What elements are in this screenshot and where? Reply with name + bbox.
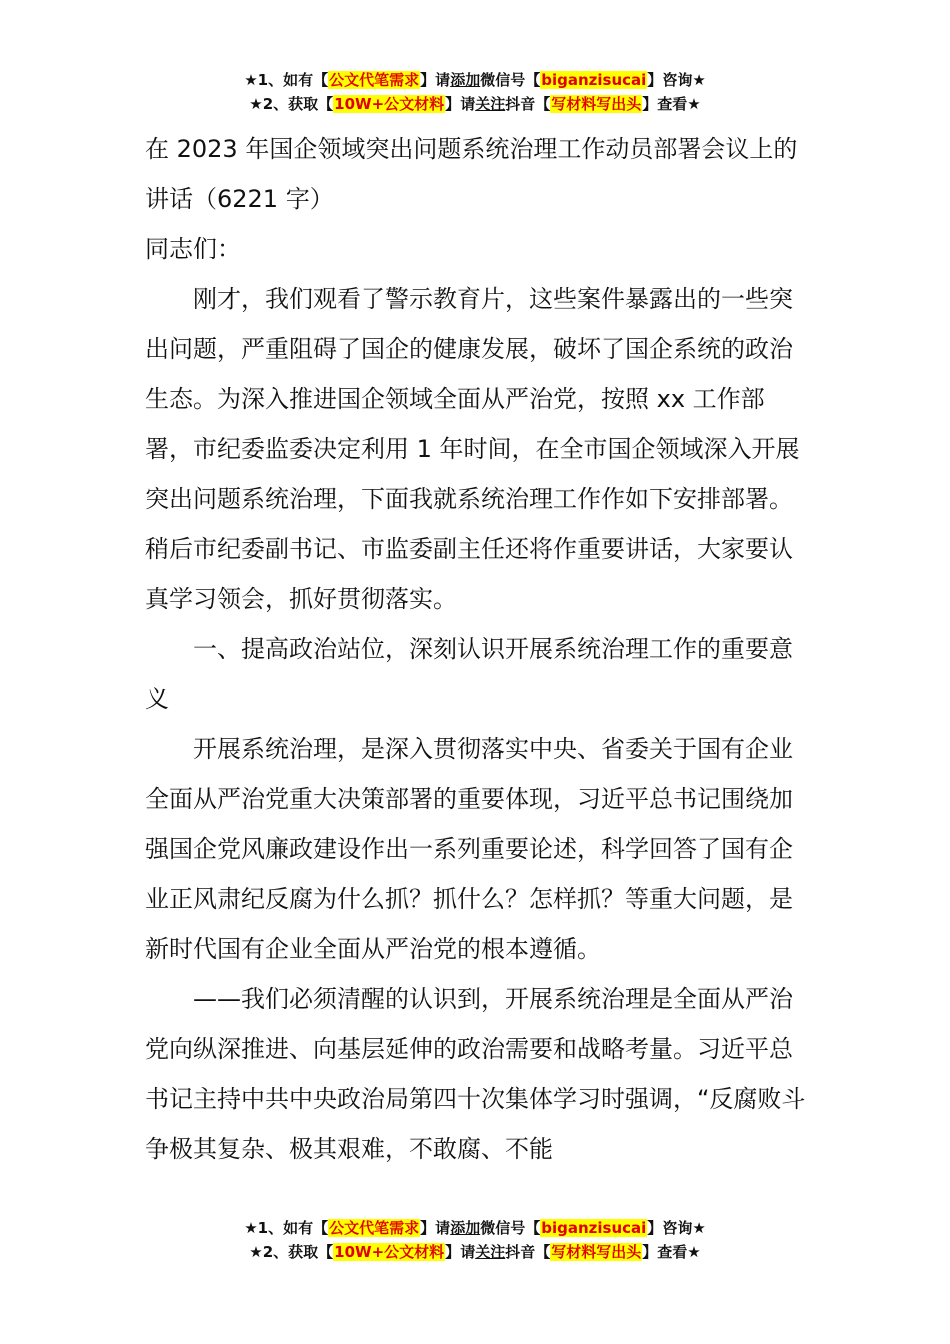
bottom-banner <box>0 1216 950 1264</box>
banner-text: 查看★ <box>657 1243 701 1261</box>
banner-line-2 <box>0 1240 950 1264</box>
banner-underlined-text: 关注 <box>475 1243 506 1261</box>
banner-underlined-text: 添加 <box>450 71 481 89</box>
bracket: 】 <box>647 1219 663 1237</box>
bracket: 【 <box>318 95 334 113</box>
bracket: 【 <box>318 1243 334 1261</box>
banner-text: 微信号 <box>480 1219 526 1237</box>
banner-text: ★2、获取 <box>249 1243 319 1261</box>
highlight-account: 写材料写出头 <box>551 1243 642 1261</box>
paragraph-significance: 开展系统治理，是深入贯彻落实中央、省委关于国有企业全面从严治党重大决策部署的重要体现，习近平总书记围绕加强国企党风廉政建设作出一系列重要论述，科学回答了国有企业正风肃纪反腐为什么抓？抓什么？怎样抓？等重大问题，是新时代国有企业全面从严治党的根本遵循。 <box>145 735 793 963</box>
bracket: 】 <box>642 95 658 113</box>
bracket: 】 <box>445 1243 461 1261</box>
banner-text: ★1、如有 <box>244 71 314 89</box>
banner-text: 咨询★ <box>662 1219 706 1237</box>
bracket: 【 <box>313 1219 329 1237</box>
banner-text: ★1、如有 <box>244 1219 314 1237</box>
document-title: 在 2023 年国企领域突出问题系统治理工作动员部署会议上的讲话（6221 字） <box>145 135 798 213</box>
banner-underlined-text: 添加 <box>450 1219 481 1237</box>
banner-text: 查看★ <box>657 95 701 113</box>
highlight-service: 公文代笔需求 <box>329 1219 420 1237</box>
highlight-materials: 10W+公文材料 <box>334 95 445 113</box>
document-body <box>145 124 807 1174</box>
banner-line-1 <box>0 1216 950 1240</box>
bracket: 【 <box>525 71 541 89</box>
banner-text: 请 <box>435 71 451 89</box>
banner-text: 微信号 <box>480 71 526 89</box>
top-banner <box>0 68 950 116</box>
bracket: 【 <box>525 1219 541 1237</box>
banner-text: 抖音 <box>505 1243 536 1261</box>
bracket: 】 <box>420 71 436 89</box>
highlight-wechat-id: biganzisucai <box>541 1219 647 1237</box>
highlight-service: 公文代笔需求 <box>329 71 420 89</box>
bracket: 】 <box>647 71 663 89</box>
highlight-materials: 10W+公文材料 <box>334 1243 445 1261</box>
bracket: 】 <box>642 1243 658 1261</box>
highlight-wechat-id: biganzisucai <box>541 71 647 89</box>
bracket: 【 <box>535 1243 551 1261</box>
banner-text: 请 <box>460 1243 476 1261</box>
bracket: 【 <box>313 71 329 89</box>
bracket: 】 <box>420 1219 436 1237</box>
banner-text: 抖音 <box>505 95 536 113</box>
banner-line-2 <box>0 92 950 116</box>
salutation: 同志们： <box>145 235 241 263</box>
bracket: 】 <box>445 95 461 113</box>
highlight-account: 写材料写出头 <box>551 95 642 113</box>
bracket: 【 <box>535 95 551 113</box>
paragraph-intro: 刚才，我们观看了警示教育片，这些案件暴露出的一些突出问题，严重阻碍了国企的健康发展，破坏了国企系统的政治生态。为深入推进国企领域全面从严治党，按照 xx 工作部署，市纪委监委决定利用 1 年时间，在全市国企领域深入开展突出问题系统治理，下面我就系统治理工作作如下安排部署。稍后市纪委副书记、市监委副主任还将作重要讲话，大家要认真学习领会，抓好贯彻落实。 <box>145 285 800 613</box>
banner-underlined-text: 关注 <box>475 95 506 113</box>
banner-text: 请 <box>460 95 476 113</box>
banner-line-1 <box>0 68 950 92</box>
paragraph-awareness: ——我们必须清醒的认识到，开展系统治理是全面从严治党向纵深推进、向基层延伸的政治需要和战略考量。习近平总书记主持中共中央政治局第四十次集体学习时强调，“反腐败斗争极其复杂、极其艰难，不敢腐、不能 <box>145 985 806 1163</box>
section-heading-1: 一、提高政治站位，深刻认识开展系统治理工作的重要意义 <box>145 635 793 713</box>
banner-text: 咨询★ <box>662 71 706 89</box>
banner-text: ★2、获取 <box>249 95 319 113</box>
banner-text: 请 <box>435 1219 451 1237</box>
